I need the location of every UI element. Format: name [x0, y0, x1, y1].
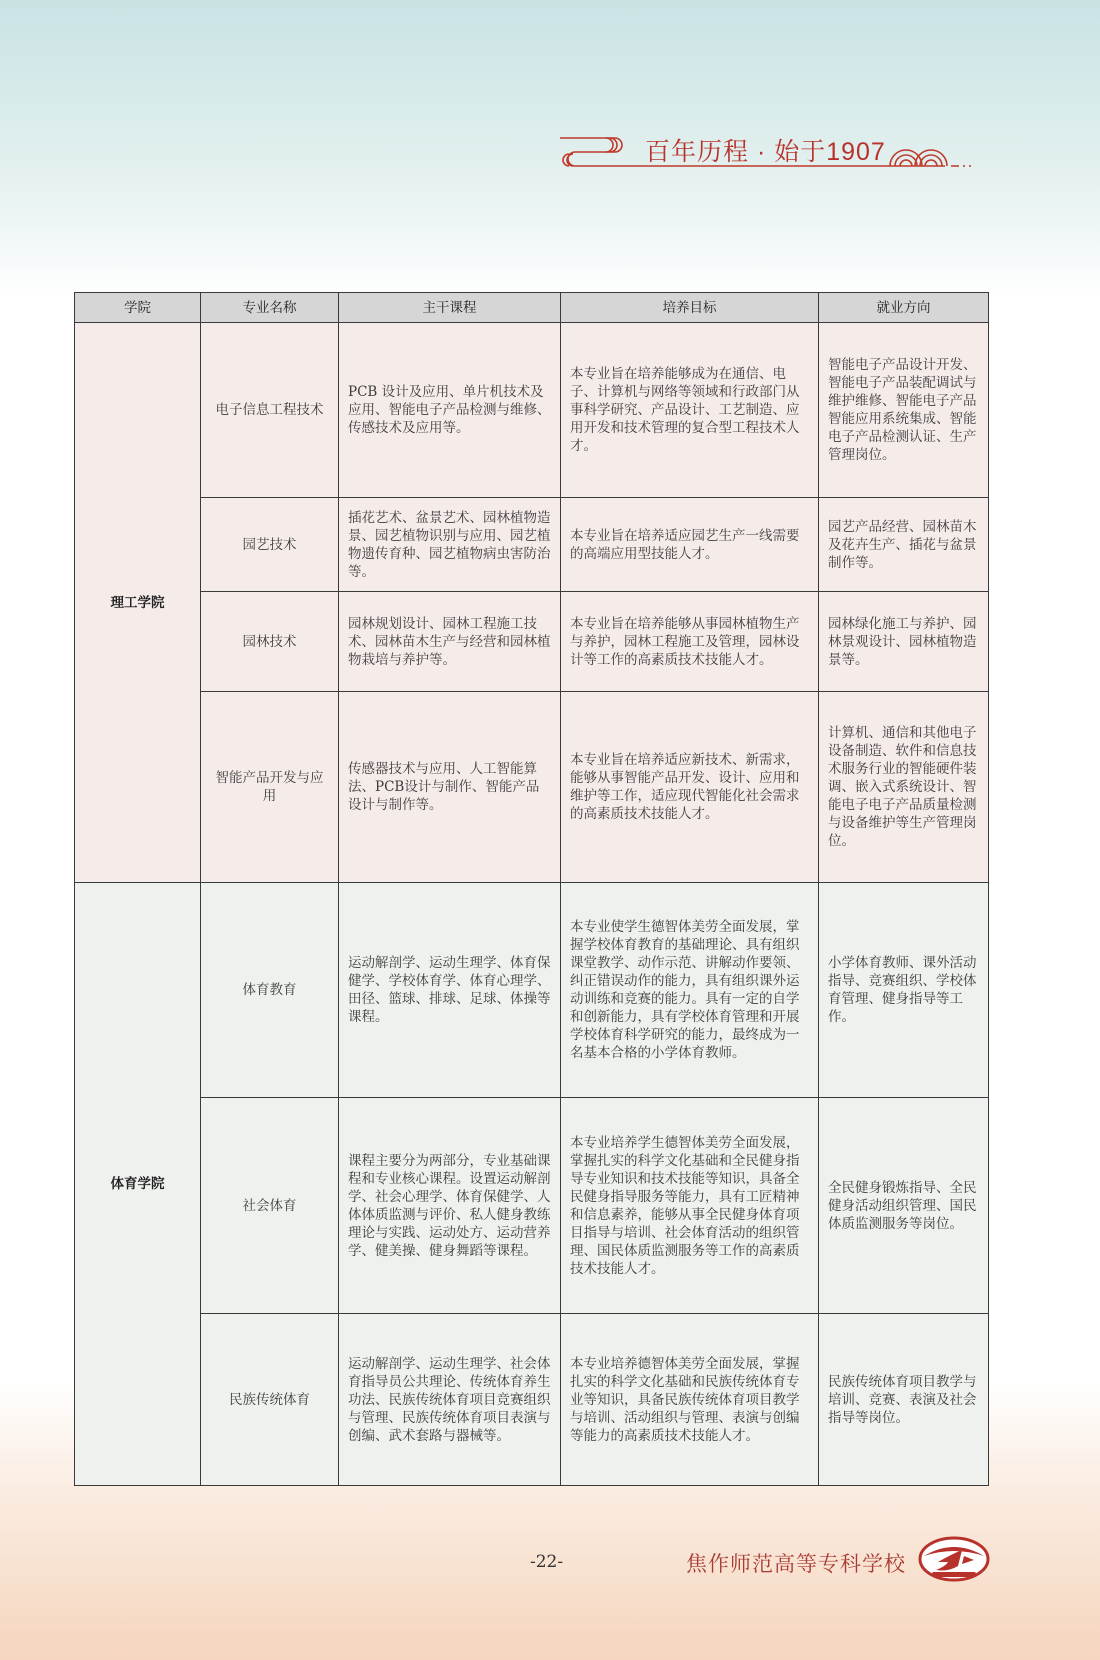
table-row — [75, 883, 989, 1098]
goal-cell: 本专业使学生德智体美劳全面发展，掌握学校体育教育的基础理论、具有组织课堂教学、动作示范、讲解动作要领、纠正错误动作的能力，具有组织课外运动训练和竞赛的能力。具有一定的自学和创新能力，具有学校体育管理和开展学校体育科学研究的能力，最终成为一名基本合格的小学体育教师。 — [561, 883, 819, 1098]
college-cell: 理工学院 — [75, 323, 201, 883]
table-row — [75, 1314, 989, 1486]
career-cell: 智能电子产品设计开发、智能电子产品装配调试与维护维修、智能电子产品智能应用系统集成、智能电子产品检测认证、生产管理岗位。 — [819, 323, 989, 498]
majors-table — [74, 292, 989, 1486]
school-logo-icon — [918, 1536, 990, 1582]
column-header: 主干课程 — [339, 293, 561, 323]
major-cell: 社会体育 — [201, 1098, 339, 1314]
column-header: 培养目标 — [561, 293, 819, 323]
courses-cell: 插花艺术、盆景艺术、园林植物造景、园艺植物识别与应用、园艺植物遗传育种、园艺植物病虫害防治等。 — [339, 498, 561, 592]
major-cell: 电子信息工程技术 — [201, 323, 339, 498]
major-cell: 体育教育 — [201, 883, 339, 1098]
major-cell: 民族传统体育 — [201, 1314, 339, 1486]
major-cell: 园林技术 — [201, 592, 339, 692]
courses-cell: 课程主要分为两部分，专业基础课程和专业核心课程。设置运动解剖学、社会心理学、体育保健学、人体体质监测与评价、私人健身教练理论与实践、运动处方、运动营养学、健美操、健身舞蹈等课程。 — [339, 1098, 561, 1314]
goal-cell: 本专业旨在培养能够成为在通信、电子、计算机与网络等领域和行政部门从事科学研究、产品设计、工艺制造、应用开发和技术管理的复合型工程技术人才。 — [561, 323, 819, 498]
goal-cell: 本专业旨在培养适应新技术、新需求，能够从事智能产品开发、设计、应用和维护等工作，适应现代智能化社会需求的高素质技术技能人才。 — [561, 692, 819, 883]
career-cell: 小学体育教师、课外活动指导、竞赛组织、学校体育管理、健身指导等工作。 — [819, 883, 989, 1098]
banner-title: 百年历程 · 始于1907 — [645, 138, 886, 166]
goal-cell: 本专业旨在培养适应园艺生产一线需要的高端应用型技能人才。 — [561, 498, 819, 592]
column-header: 学院 — [75, 293, 201, 323]
goal-cell: 本专业旨在培养能够从事园林植物生产与养护，园林工程施工及管理，园林设计等工作的高素质技术技能人才。 — [561, 592, 819, 692]
career-cell: 园林绿化施工与养护、园林景观设计、园林植物造景等。 — [819, 592, 989, 692]
career-cell: 计算机、通信和其他电子设备制造、软件和信息技术服务行业的智能硬件装调、嵌入式系统设计、智能电子电子产品质量检测与设备维护等生产管理岗位。 — [819, 692, 989, 883]
table-header-row — [75, 293, 989, 323]
goal-cell: 本专业培养学生德智体美劳全面发展，掌握扎实的科学文化基础和全民健身指导专业知识和技术技能等知识，具备全民健身指导服务等能力，具有工匠精神和信息素养，能够从事全民健身体育项目指导与培训、社会体育活动的组织管理、国民体质监测服务等工作的高素质技术技能人才。 — [561, 1098, 819, 1314]
table-row — [75, 692, 989, 883]
career-cell: 园艺产品经营、园林苗木及花卉生产、插花与盆景制作等。 — [819, 498, 989, 592]
school-name: 焦作师范高等专科学校 — [686, 1552, 906, 1576]
table-row — [75, 592, 989, 692]
table-row — [75, 323, 989, 498]
major-cell: 园艺技术 — [201, 498, 339, 592]
courses-cell: 运动解剖学、运动生理学、体育保健学、学校体育学、体育心理学、田径、篮球、排球、足球、体操等课程。 — [339, 883, 561, 1098]
courses-cell: PCB 设计及应用、单片机技术及应用、智能电子产品检测与维修、传感技术及应用等。 — [339, 323, 561, 498]
table-row — [75, 1098, 989, 1314]
major-cell: 智能产品开发与应用 — [201, 692, 339, 883]
courses-cell: 传感器技术与应用、人工智能算法、PCB设计与制作、智能产品设计与制作等。 — [339, 692, 561, 883]
column-header: 就业方向 — [819, 293, 989, 323]
career-cell: 民族传统体育项目教学与培训、竞赛、表演及社会指导等岗位。 — [819, 1314, 989, 1486]
college-cell: 体育学院 — [75, 883, 201, 1486]
header-banner — [555, 128, 985, 178]
goal-cell: 本专业培养德智体美劳全面发展，掌握扎实的科学文化基础和民族传统体育专业等知识，具备民族传统体育项目教学与培训、活动组织与管理、表演与创编等能力的高素质技术技能人才。 — [561, 1314, 819, 1486]
page-number: -22- — [530, 1552, 564, 1572]
column-header: 专业名称 — [201, 293, 339, 323]
table-row — [75, 498, 989, 592]
career-cell: 全民健身锻炼指导、全民健身活动组织管理、国民体质监测服务等岗位。 — [819, 1098, 989, 1314]
courses-cell: 园林规划设计、园林工程施工技术、园林苗木生产与经营和园林植物栽培与养护等。 — [339, 592, 561, 692]
courses-cell: 运动解剖学、运动生理学、社会体育指导员公共理论、传统体育养生功法、民族传统体育项目竞赛组织与管理、民族传统体育项目表演与创编、武术套路与器械等。 — [339, 1314, 561, 1486]
